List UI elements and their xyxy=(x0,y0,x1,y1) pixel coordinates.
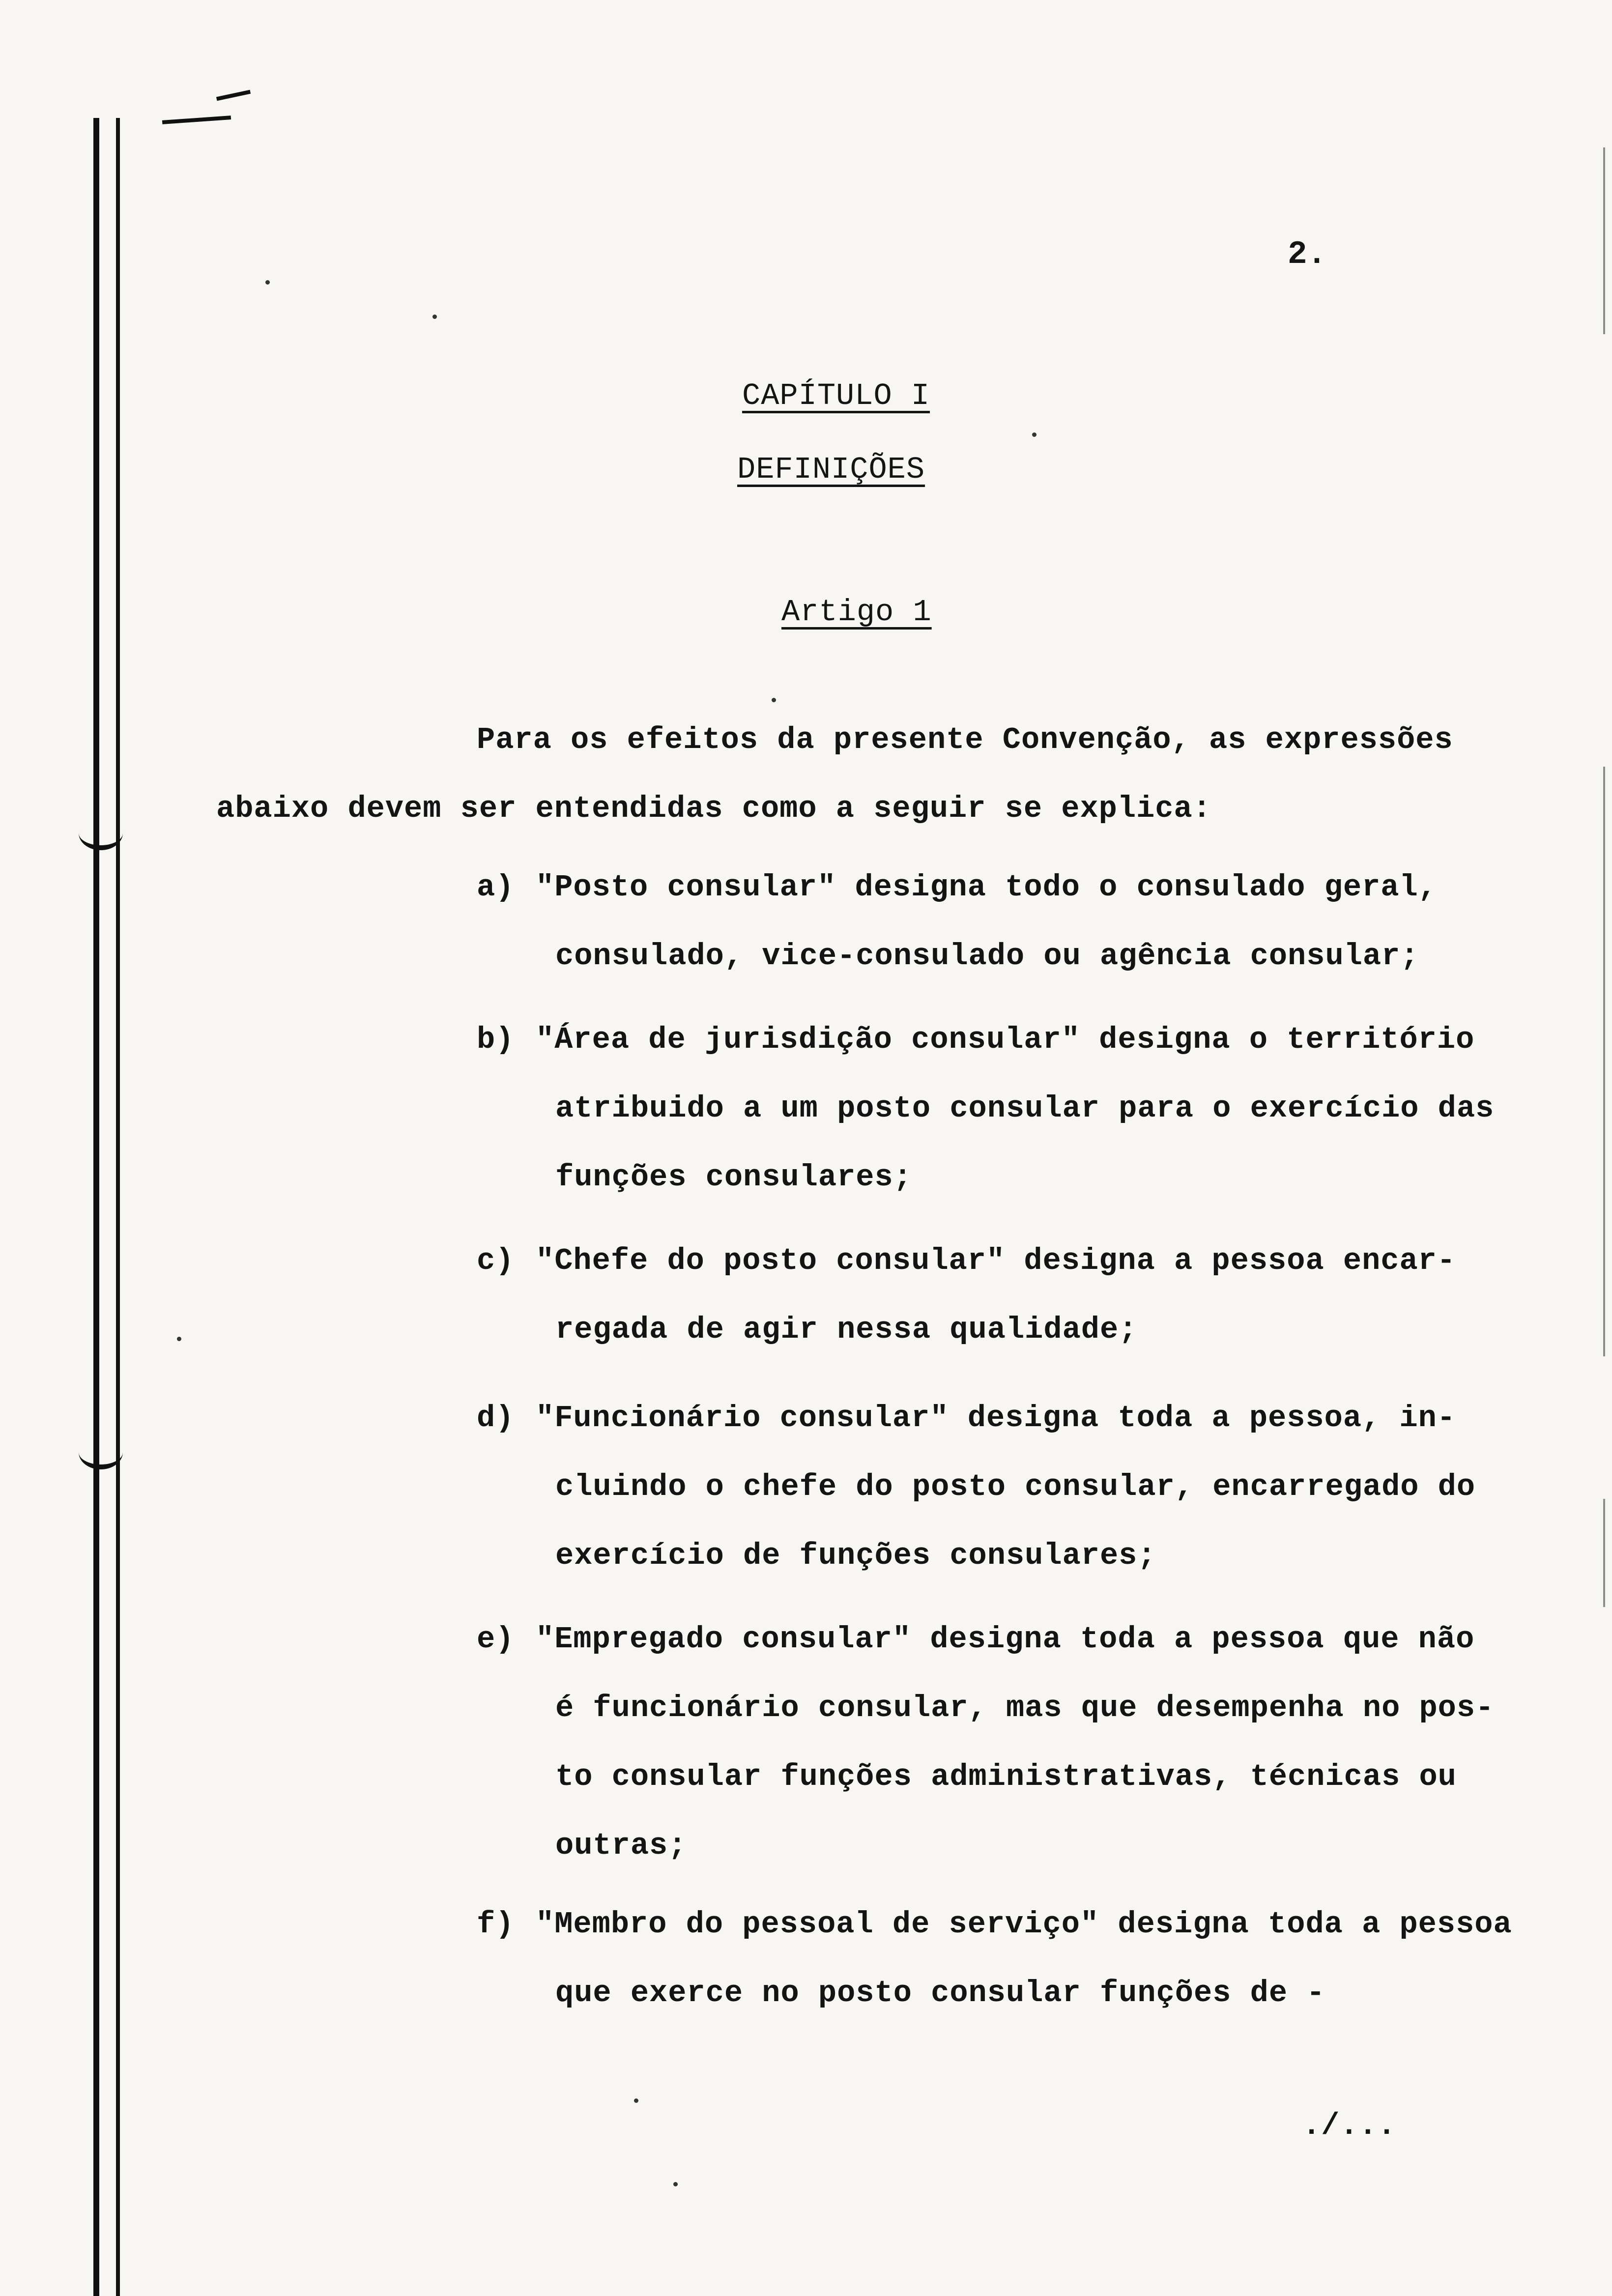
scan-edge xyxy=(1603,767,1605,1356)
scan-edge xyxy=(1603,147,1605,334)
binding-hook xyxy=(79,1435,123,1469)
item-line: regada de agir nessa qualidade; xyxy=(555,1312,1138,1347)
item-marker: a) xyxy=(477,870,515,905)
intro-line: abaixo devem ser entendidas como a seguir se explica: xyxy=(216,791,1211,826)
scan-speck xyxy=(673,2182,678,2186)
item-marker: c) xyxy=(477,1243,515,1278)
item-line: funções consulares; xyxy=(555,1160,912,1195)
scan-speck xyxy=(177,1337,181,1341)
item-line: consulado, vice-consulado ou agência consular; xyxy=(555,939,1419,974)
pen-mark xyxy=(162,115,231,124)
item-line: "Empregado consular" designa toda a pessoa que não xyxy=(536,1622,1475,1657)
continuation-mark: ./... xyxy=(1302,2108,1397,2143)
item-line: exercício de funções consulares; xyxy=(555,1538,1156,1573)
item-marker: e) xyxy=(477,1622,515,1657)
item-line: cluindo o chefe do posto consular, encarregado do xyxy=(555,1469,1476,1504)
item-marker: d) xyxy=(477,1401,515,1435)
scan-edge xyxy=(1603,1499,1605,1607)
scan-speck xyxy=(772,698,776,702)
item-line: to consular funções administrativas, técnicas ou xyxy=(555,1759,1457,1794)
scan-speck xyxy=(265,280,270,285)
item-line: "Área de jurisdição consular" designa o território xyxy=(536,1022,1475,1057)
page-number: 2. xyxy=(1288,236,1327,273)
item-marker: f) xyxy=(477,1907,515,1942)
binding-rail-inner xyxy=(116,118,120,2296)
item-line: outras; xyxy=(555,1828,687,1863)
chapter-title: CAPÍTULO I xyxy=(742,378,930,413)
item-marker: b) xyxy=(477,1022,515,1057)
item-line: "Chefe do posto consular" designa a pessoa encar- xyxy=(536,1243,1456,1278)
scan-speck xyxy=(634,2098,638,2103)
binding-rail xyxy=(93,118,99,2296)
chapter-subtitle: DEFINIÇÕES xyxy=(737,452,925,487)
intro-line: Para os efeitos da presente Convenção, as expressões xyxy=(477,722,1453,757)
scan-speck xyxy=(432,315,437,319)
item-line: "Funcionário consular" designa toda a pessoa, in- xyxy=(536,1401,1456,1435)
item-line: atribuido a um posto consular para o exercício das xyxy=(555,1091,1495,1126)
binding-hook xyxy=(79,816,123,850)
item-line: "Posto consular" designa todo o consulado geral, xyxy=(536,870,1437,905)
item-line: é funcionário consular, mas que desempenha no pos- xyxy=(555,1691,1495,1725)
scan-speck xyxy=(1032,432,1036,437)
article-heading: Artigo 1 xyxy=(781,595,932,630)
item-line: que exerce no posto consular funções de - xyxy=(555,1976,1325,2010)
item-line: "Membro do pessoal de serviço" designa toda a pessoa xyxy=(536,1907,1512,1942)
pen-mark xyxy=(216,90,251,101)
